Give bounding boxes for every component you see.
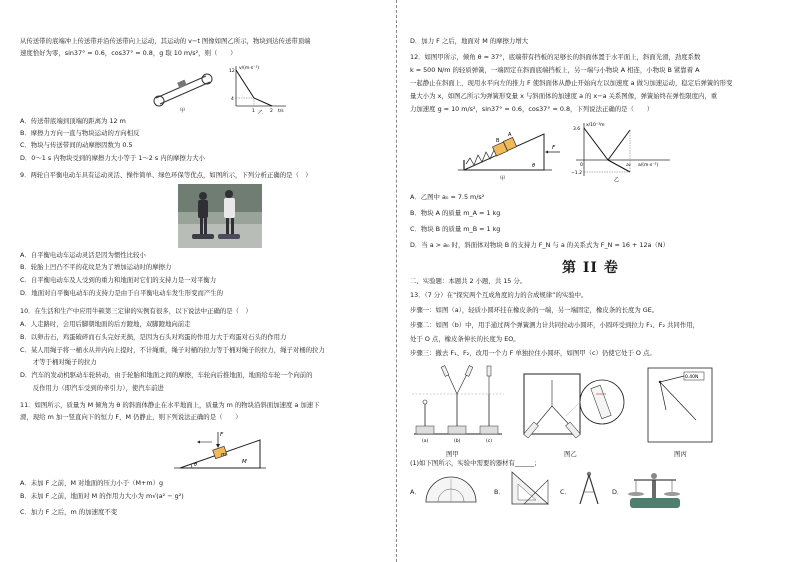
choice-d-label: D． — [612, 488, 624, 496]
q11-option-c: C．加力 F 之后，m 的加速度不变 — [20, 508, 118, 516]
balance-scale-icon — [626, 470, 684, 510]
fig-jia-b: (b) — [454, 439, 461, 444]
q8-option-a: A．传送带底端到顶端的距离为 12 m — [20, 117, 126, 125]
q11-stem-line-2: 滑，现给 m 加一竖直向下的恒力 F，M 仍静止，则下列说法正确的是（ ） — [20, 413, 242, 421]
q13-step-3: 步骤三：撤去 F₁、F₂，改用一个力 F 单独拉住小圆环，如图甲（c）仍使它处于 O 点。 — [410, 349, 656, 357]
q8-option-b: B．摩擦力方向一直与物块运动的方向相反 — [20, 129, 140, 137]
q8-mid-tick: 4 — [231, 97, 234, 102]
q11-fig-m: m — [221, 452, 226, 458]
q8-fig-yi: 乙 — [258, 110, 264, 114]
q10-option-d-cont: 反作用力（即汽车受到的牵引力），使汽车前进 — [20, 384, 164, 392]
q9-option-a: A．自平衡电动车运动灵活是因为惯性比较小 — [20, 251, 146, 259]
q11-option-d: D．加力 F 之后，地面对 M 的摩擦力增大 — [410, 37, 529, 45]
q10-option-c-cont: 才等于桶对绳子的拉力 — [20, 358, 97, 366]
q9-stem: 9．两轮自平衡电动车具有运动灵活、操作简单、绿色环保等优点，如图所示，下列分析正确的是（ ） — [20, 171, 312, 179]
q10-stem: 10．在生活和生产中应用牛顿第三定律的实例有很多，以下说法中正确的是（ ） — [20, 307, 252, 315]
fig-caption-bing: 图丙 — [674, 450, 687, 458]
triangle-ruler-icon — [510, 470, 550, 506]
vt-graph — [229, 65, 286, 114]
q8-option-c: C．物块与传送带间的动摩擦因数为 0.5 — [20, 141, 133, 149]
q12-y-bot: −1.2 — [571, 171, 582, 176]
q12-option-c: C．物块 B 的质量 m_B = 1 kg — [410, 225, 501, 233]
experiment-figure-jia — [410, 364, 506, 448]
q12-incline-spring-figure — [456, 122, 566, 182]
q12-xa-graph — [570, 120, 676, 182]
q12-a0: a₀ — [626, 163, 631, 168]
q12-stem-line-4: 量大小为 x，如图乙所示为弹簧形变量 x 与斜面体的加速度 a 的 x−a 关系图像，弹簧始终在弹性限度内，重 — [410, 92, 718, 100]
q13-step-2-cont: 处于 O 点，橡皮条伸长的长度为 EO。 — [410, 335, 520, 343]
q9-photo-balance-scooters — [178, 184, 262, 248]
q13-step-2: 步骤二：如图（b）中，用手通过两个弹簧测力计共同拉动小圆环，小圆环受到拉力 F₁、F₂ 共同作用， — [410, 321, 699, 329]
q12-stem-line-5: 力加速度 g = 10 m/s²，sin37° = 0.6，cos37° = 0.8，下列说法正确的是（ ） — [410, 105, 654, 113]
experiment-figure-yi — [522, 366, 630, 446]
q12-fig-jia: 甲 — [500, 176, 506, 182]
q11-option-a: A．未加 F 之前，M 对地面的压力小于（M+m）g — [20, 479, 164, 487]
column-divider — [396, 0, 397, 562]
q12-fig-theta: θ — [532, 163, 536, 169]
q13-sub1: (1)如下图所示，实验中需要的器材有______； — [410, 459, 541, 467]
fig-jia-c: (c) — [486, 439, 492, 444]
protractor-icon — [424, 476, 478, 504]
q11-option-b: B．未加 F 之前，地面对 M 的作用力大小为 m√(a² − g²) — [20, 492, 184, 500]
q9-option-c: C．自平衡电动车及人受到的重力和地面对它们的支持力是一对平衡力 — [20, 276, 217, 284]
q11-fig-M: M — [242, 459, 247, 465]
q8-figure — [150, 62, 290, 114]
q12-fig-yi: 乙 — [614, 177, 620, 182]
q8-t1: 1 — [252, 109, 255, 114]
q12-axis-x: x/10⁻³m — [586, 123, 605, 128]
q8-axis-t: t/s — [278, 109, 284, 114]
q8-intro-line-1: 从传送带的底端冲上传送带并沿传送带向上运动，其运动的 v−t 图像如图乙所示，物块到达传送带顶端 — [20, 37, 311, 45]
q10-option-b: B．以卵击石，鸡蛋破碎而石头完好无损，是因为石头对鸡蛋的作用力大于鸡蛋对石头的作用力 — [20, 333, 287, 341]
part2-header: 二、实验题：本题共 2 小题，共 15 分。 — [410, 277, 527, 285]
choice-b-label: B． — [494, 488, 505, 496]
q13-stem: 13．（7 分）在“探究两个互成角度的力的合成规律”的实验中。 — [410, 291, 588, 299]
q12-axis-a: a/(m·s⁻²) — [638, 163, 659, 168]
q11-fig-theta: θ — [194, 462, 198, 468]
q10-option-c: C．某人用绳子将一桶水从井内向上提时，不计绳重，绳子对桶的拉力等于桶对绳子的拉力，绳子对桶的拉力 — [20, 346, 325, 354]
q10-option-a: A．人走路时，会用后脚朝地面的后方蹬地，双脚蹬地向前走 — [20, 320, 191, 328]
q11-stem-line-1: 11．如图所示，质量为 M 倾角为 θ 的斜面体静止在水平地面上，质量为 m 的物块沿斜面加速度 a 加速下 — [20, 401, 320, 409]
section-title-part-ii: 第 II 卷 — [562, 260, 619, 276]
conveyor-belt-diagram — [154, 74, 212, 114]
q12-fig-B: B — [496, 138, 500, 144]
q13-step-1: 步骤一：如图（a），轻质小圆环挂在橡皮条的一端，另一端固定，橡皮条的长度为 GE。 — [410, 306, 659, 314]
q9-option-d: D．地面对自平衡电动车的支持力是由于自平衡电动车发生形变而产生的 — [20, 289, 224, 297]
q12-fig-A: A — [508, 132, 512, 138]
compass-icon — [574, 470, 604, 506]
q12-stem-line-1: 12．如图甲所示，倾角 θ = 37°，底端带有挡板的足够长的斜面体置于水平面上，斜面光滑，劲度系数 — [410, 53, 701, 61]
choice-c-label: C． — [560, 488, 571, 496]
q12-option-a: A．乙图中 a₀ = 7.5 m/s² — [410, 193, 485, 201]
q12-option-d: D．当 a > a₀ 时，斜面体对物块 B 的支持力 F_N 与 a 的关系式为 F_N = 16 + 12a（N） — [410, 241, 670, 249]
q8-fig-jia: 甲 — [180, 108, 186, 114]
q12-stem-line-3: 一起静止在斜面上，现用水平向左的推力 F 使斜面体从静止开始向左以加速度 a 做匀加速运动，稳定后弹簧的形变 — [410, 79, 733, 87]
q12-origin: 0 — [580, 163, 583, 168]
q12-option-b: B．物块 A 的质量 m_A = 1 kg — [410, 209, 501, 217]
q9-option-b: B．轮胎上凹凸不平的花纹是为了增加运动时的摩擦力 — [20, 263, 172, 271]
q8-t2: 2 — [270, 109, 273, 114]
q8-option-d: D．0～1 s 内物块受到的摩擦力大小等于 1～2 s 内的摩擦力大小 — [20, 154, 205, 162]
q10-option-d: D．汽车的发动机驱动车轮转动，由于轮胎和地面之间的摩擦，车轮向后推地面，地面给车轮一个向前的 — [20, 371, 313, 379]
q8-axis-v: v/(m·s⁻¹) — [239, 66, 260, 71]
q12-stem-line-2: k = 500 N/m 的轻质弹簧，一端固定在斜面底端挡板上，另一端与小物块 A 相连，小物块 B 紧靠着 A — [410, 66, 700, 74]
experiment-figure-bing — [646, 366, 716, 446]
fig-caption-yi: 图乙 — [564, 450, 577, 458]
q11-fig-F: F — [220, 432, 224, 438]
q12-y-top: 3.6 — [573, 127, 581, 132]
choice-a-label: A． — [410, 488, 421, 496]
q8-v-tick: 12 — [229, 69, 235, 74]
q12-fig-F: F — [552, 145, 556, 151]
fig-jia-a: (a) — [422, 439, 429, 444]
fig-caption-jia: 图甲 — [446, 450, 459, 458]
q8-intro-line-2: 速度恰好为零，sin37° = 0.6，cos37° = 0.8，g 取 10 m/s²，则（ ） — [20, 49, 237, 57]
fig-bing-force-scale: 0.40N — [685, 375, 699, 380]
q11-incline-figure — [170, 428, 270, 472]
